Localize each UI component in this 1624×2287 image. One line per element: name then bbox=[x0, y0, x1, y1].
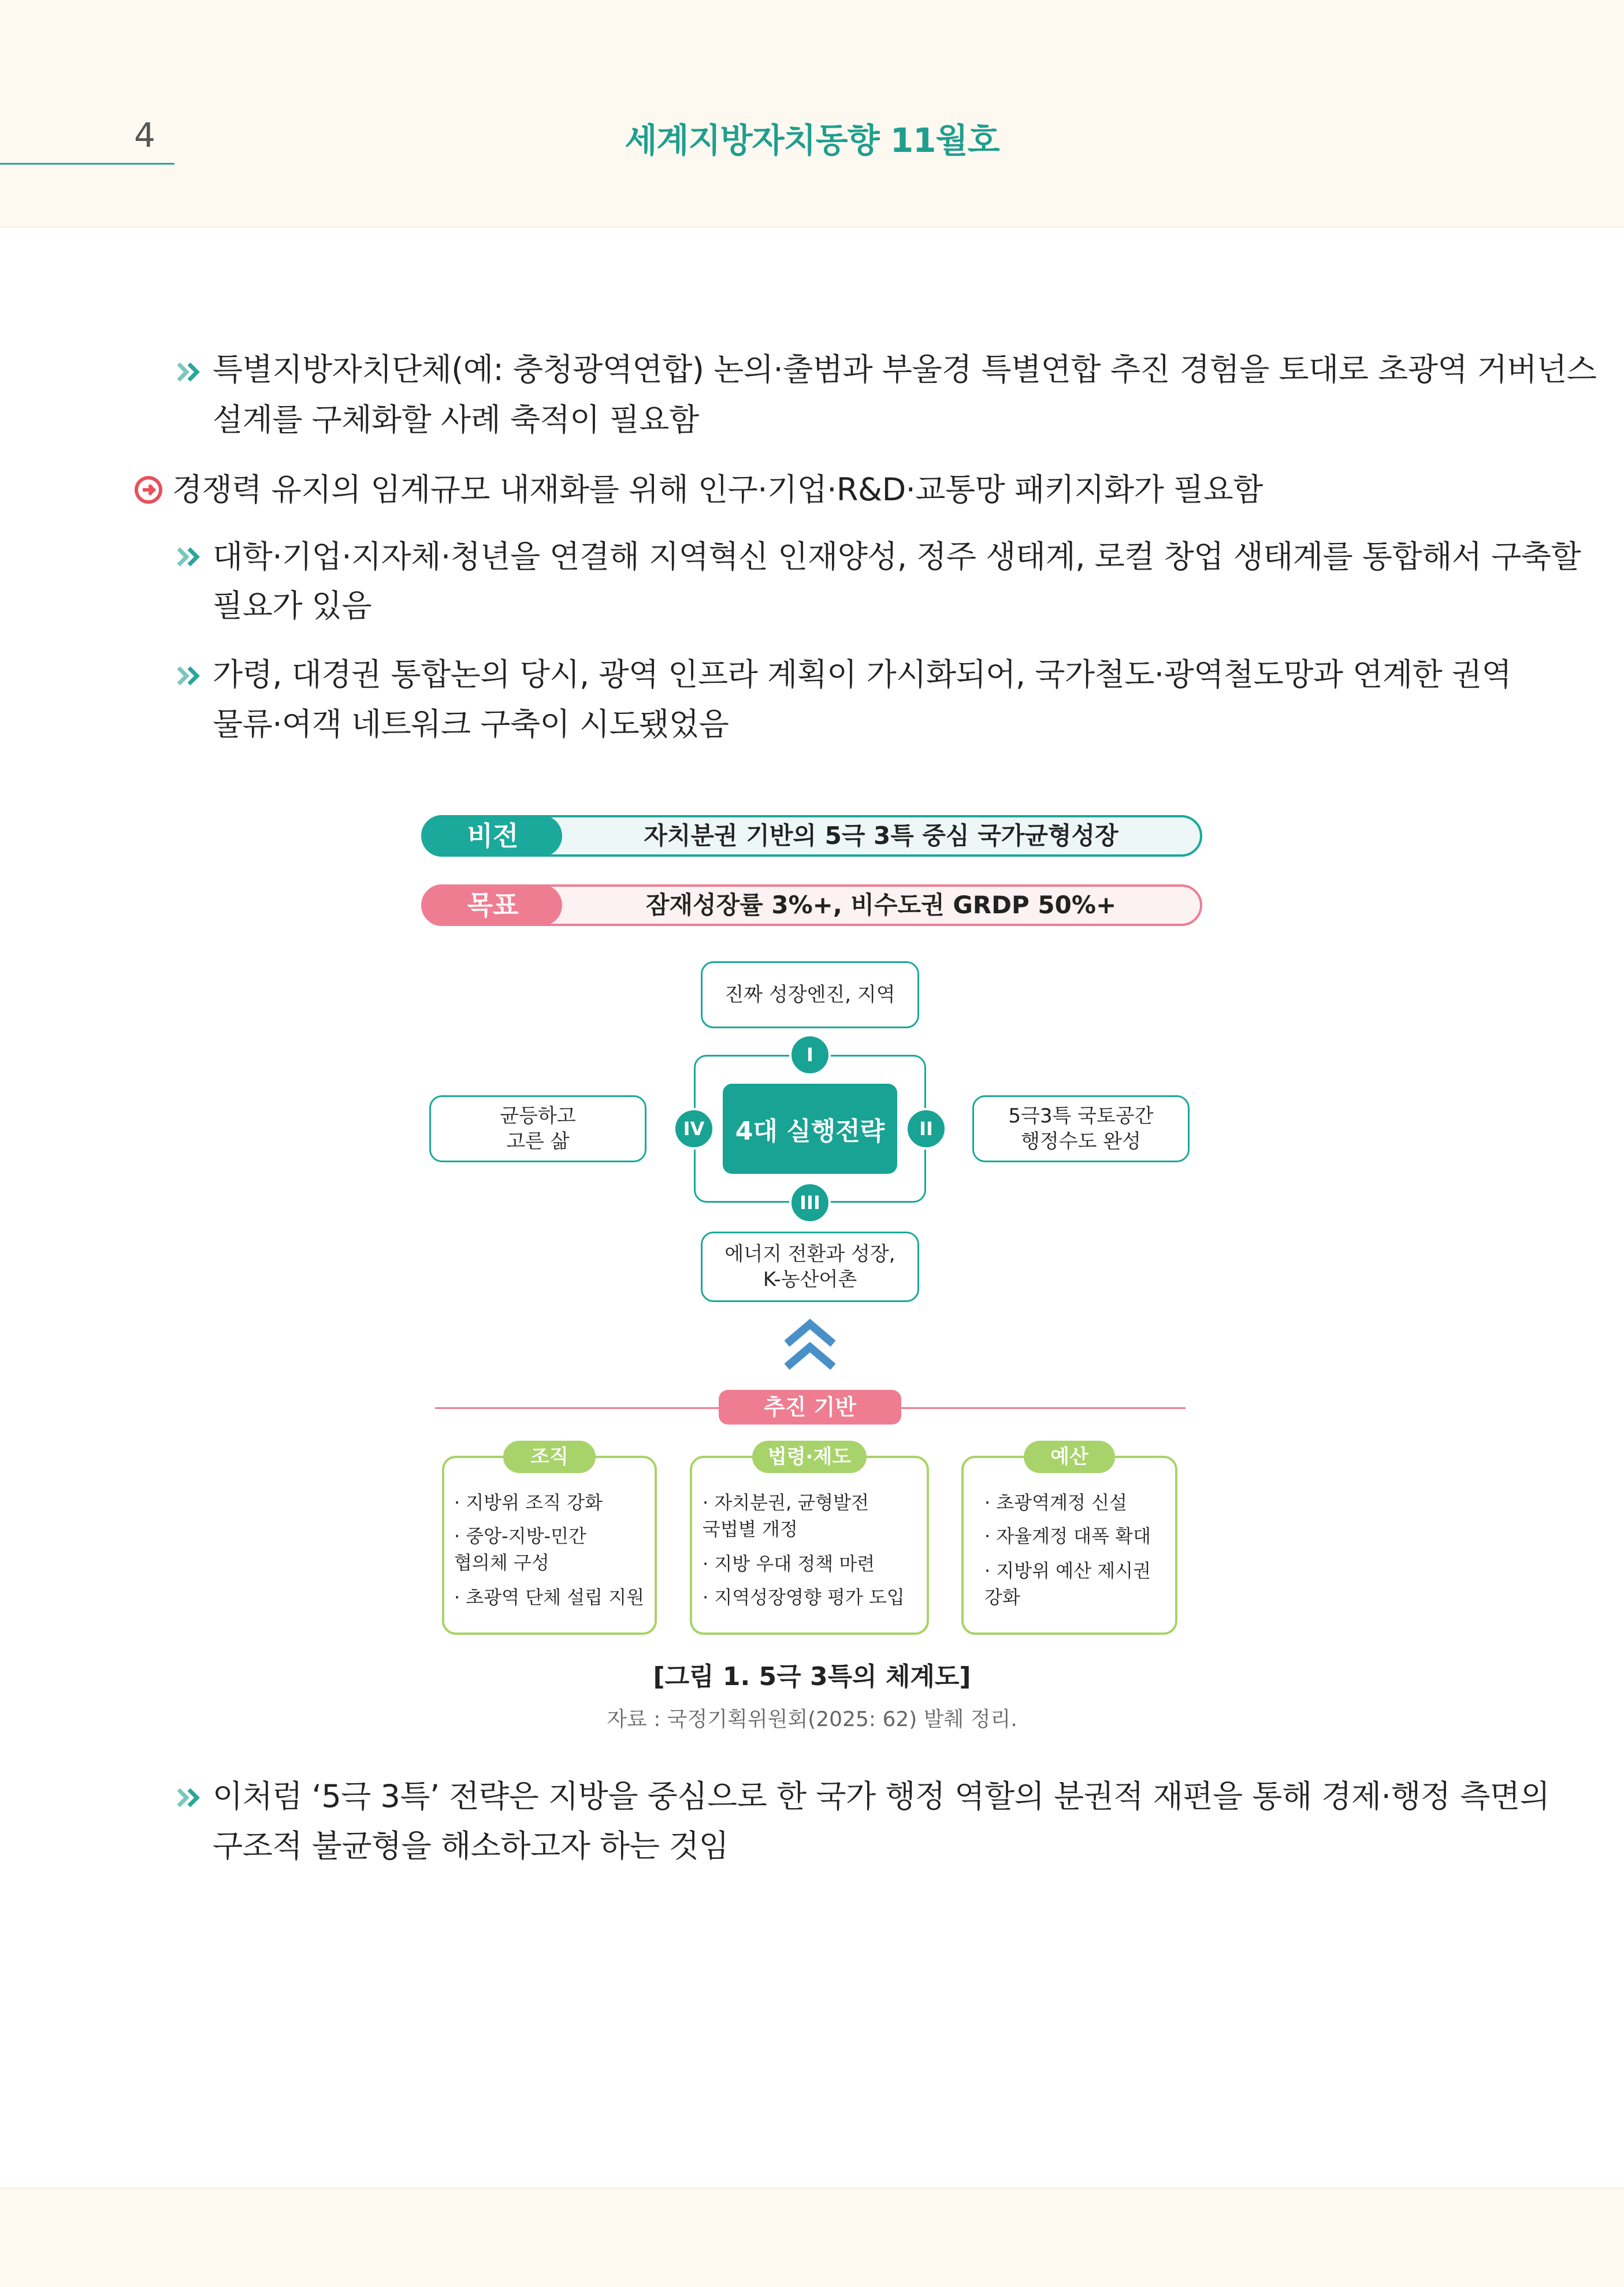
org-item: · 초광역 단체 설립 지원 bbox=[454, 1586, 645, 1608]
paragraph-3-line-1: 대학·기업·지자체·청년을 연결해 지역혁신 인재양성, 정주 생태계, 로컬 창업 생태계를 통합해서 구축할 bbox=[213, 538, 1581, 575]
base-rule-left bbox=[435, 1407, 719, 1409]
double-chevron-bullet-icon bbox=[176, 664, 206, 687]
org-item: · 지방위 조직 강화 bbox=[454, 1492, 603, 1513]
vision-text: 자치분권 기반의 5극 3특 중심 국가균형성장 bbox=[644, 821, 1118, 850]
strategy-top-box bbox=[701, 961, 919, 1028]
paragraph-5-line-1: 이처럼 ‘5극 3특’ 전략은 지방을 중심으로 한 국가 행정 역할의 분권적 재편을 통해 경제·행정 측면의 bbox=[213, 1778, 1550, 1814]
vision-label: 비전 bbox=[423, 815, 562, 857]
page-number: 4 bbox=[134, 116, 155, 155]
law-item: 국법별 개정 bbox=[703, 1518, 798, 1540]
page-title: 세계지방자치동향 11월호 bbox=[625, 121, 999, 160]
budget-item: · 지방위 예산 제시권 bbox=[984, 1560, 1151, 1582]
roman-ii-badge: II bbox=[905, 1108, 947, 1150]
strategy-right-box bbox=[972, 1095, 1190, 1162]
paragraph-4-line-1: 가령, 대경권 통합논의 당시, 광역 인프라 계획이 가시화되어, 국가철도·광역철도망과 연계한 권역 bbox=[213, 656, 1512, 693]
arrow-circle-bullet-icon bbox=[135, 476, 162, 504]
strategy-right-line-2: 행정수도 완성 bbox=[1021, 1130, 1141, 1153]
strategy-bottom-box bbox=[701, 1232, 919, 1302]
double-chevron-bullet-icon bbox=[176, 1786, 206, 1809]
double-chevron-bullet-icon bbox=[176, 360, 206, 384]
strategy-bottom-line-1: 에너지 전환과 성장, bbox=[724, 1243, 895, 1266]
budget-item: · 초광역계정 신설 bbox=[984, 1492, 1127, 1513]
goal-label: 목표 bbox=[423, 884, 562, 926]
strategy-top-text: 진짜 성장엔진, 지역 bbox=[724, 983, 895, 1006]
paragraph-5-line-2: 구조적 불균형을 해소하고자 하는 것임 bbox=[213, 1828, 729, 1864]
roman-i-badge: I bbox=[789, 1034, 831, 1076]
strategy-left-box bbox=[429, 1095, 646, 1162]
paragraph-2: 경쟁력 유지의 임계규모 내재화를 위해 인구·기업·R&D·교통망 패키지화가 필요함 bbox=[172, 471, 1263, 508]
law-item: · 자치분권, 균형발전 bbox=[703, 1492, 869, 1513]
goal-bar bbox=[421, 884, 1202, 926]
base-label: 추진 기반 bbox=[719, 1390, 901, 1425]
header-rule bbox=[0, 163, 174, 165]
org-item: · 중앙-지방-민간 bbox=[454, 1525, 586, 1547]
strategy-left-line-1: 균등하고 bbox=[500, 1105, 576, 1128]
org-item: 협의체 구성 bbox=[454, 1552, 549, 1574]
base-rule-right bbox=[901, 1407, 1186, 1409]
figure-caption: [그림 1. 5극 3특의 체계도] bbox=[653, 1662, 971, 1691]
double-up-chevron-icon bbox=[781, 1317, 839, 1373]
page-footer bbox=[0, 2188, 1624, 2287]
roman-iv-badge: IV bbox=[673, 1108, 715, 1150]
law-title: 법령·제도 bbox=[752, 1441, 867, 1473]
goal-text: 잠재성장률 3%+, 비수도권 GRDP 50%+ bbox=[645, 891, 1117, 919]
roman-iii-badge: III bbox=[789, 1182, 831, 1224]
strategy-bottom-line-2: K-농산어촌 bbox=[763, 1268, 857, 1291]
double-chevron-bullet-icon bbox=[176, 545, 206, 568]
paragraph-1-line-1: 특별지방자치단체(예: 충청광역연합) 논의·출범과 부울경 특별연합 추진 경험을 토대로 초광역 거버넌스 bbox=[213, 351, 1597, 388]
figure-source: 자료 : 국정기획위원회(2025: 62) 발췌 정리. bbox=[607, 1708, 1017, 1731]
paragraph-1-line-2: 설계를 구체화할 사례 축적이 필요함 bbox=[213, 401, 699, 438]
paragraph-3-line-2: 필요가 있음 bbox=[213, 587, 371, 624]
law-item: · 지역성장영향 평가 도입 bbox=[703, 1586, 905, 1608]
law-item: · 지방 우대 정책 마련 bbox=[703, 1553, 875, 1575]
budget-item: · 자율계정 대폭 확대 bbox=[984, 1525, 1151, 1547]
strategy-right-line-1: 5극3특 국토공간 bbox=[1008, 1105, 1154, 1128]
core-strategy: 4대 실행전략 bbox=[723, 1084, 897, 1174]
vision-bar bbox=[421, 815, 1202, 857]
org-title: 조직 bbox=[503, 1441, 596, 1473]
budget-title: 예산 bbox=[1024, 1441, 1115, 1473]
page-header bbox=[0, 0, 1624, 228]
strategy-left-line-2: 고른 삶 bbox=[506, 1130, 570, 1153]
paragraph-4-line-2: 물류·여객 네트워크 구축이 시도됐었음 bbox=[213, 706, 729, 742]
budget-item: 강화 bbox=[984, 1586, 1020, 1608]
